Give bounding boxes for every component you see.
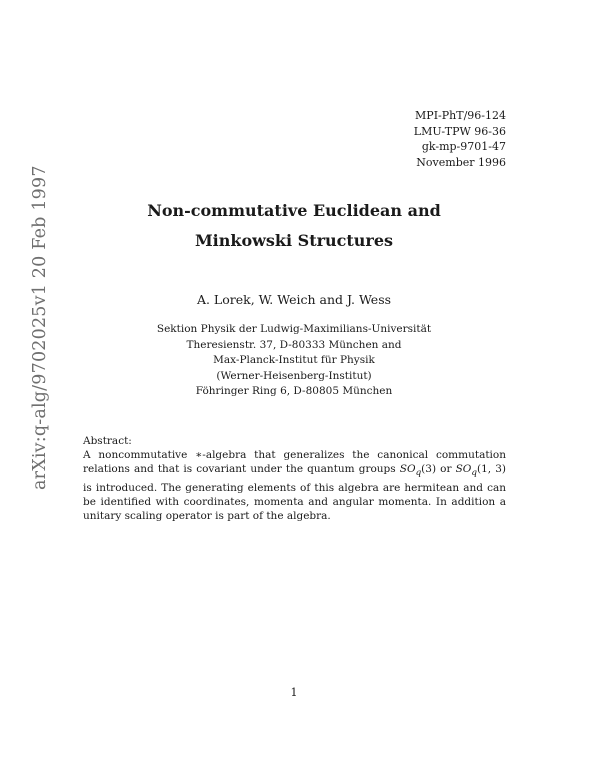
affiliation-line: Theresienstr. 37, D-80333 München and bbox=[186, 338, 402, 351]
arxiv-identifier-stamp: arXiv:q-alg/9702025v1 20 Feb 1997 bbox=[30, 165, 50, 490]
quantum-group-symbol: SO bbox=[399, 463, 416, 476]
title-line: Minkowski Structures bbox=[194, 231, 394, 250]
author-list: A. Lorek, W. Weich and J. Wess bbox=[196, 292, 392, 307]
report-id: MPI-PhT/96-124 bbox=[415, 109, 506, 122]
affiliation-line: Föhringer Ring 6, D-80805 München bbox=[195, 385, 393, 397]
abstract-text: or bbox=[436, 463, 456, 476]
affiliation-line: Max-Planck-Institut für Physik bbox=[213, 354, 375, 366]
report-date: November 1996 bbox=[416, 155, 506, 169]
abstract-body bbox=[83, 448, 506, 523]
abstract-text: A noncommutative ∗-algebra that generalizes the canonical commutation relations and that is covariant under the quantum groups bbox=[83, 449, 506, 476]
quantum-group-symbol: SO bbox=[455, 463, 472, 476]
report-identifiers bbox=[414, 108, 506, 170]
report-id: LMU-TPW 96-36 bbox=[413, 124, 506, 138]
affiliation-line: (Werner-Heisenberg-Institut) bbox=[216, 369, 372, 382]
quantum-group-args: (1, 3) bbox=[477, 463, 506, 476]
title-line: Non-commutative Euclidean and bbox=[147, 201, 441, 220]
abstract-heading: Abstract: bbox=[83, 435, 132, 447]
quantum-group-subscript: q bbox=[471, 468, 477, 479]
abstract-section bbox=[83, 434, 506, 523]
report-id: gk-mp-9701-47 bbox=[421, 140, 506, 153]
quantum-group-args: (3) bbox=[421, 463, 437, 476]
paper-title bbox=[100, 196, 488, 256]
affiliation-line: Sektion Physik der Ludwig-Maximilians-Universität bbox=[156, 323, 432, 335]
abstract-text: is introduced. The generating elements of this algebra are hermitean and can be identified with coordinates, momenta and angular momenta. In addition a unitary scaling operator is part of the algebra. bbox=[83, 481, 506, 523]
affiliation-block bbox=[100, 322, 488, 400]
page-number: 1 bbox=[290, 686, 298, 699]
quantum-group-subscript: q bbox=[415, 468, 422, 479]
